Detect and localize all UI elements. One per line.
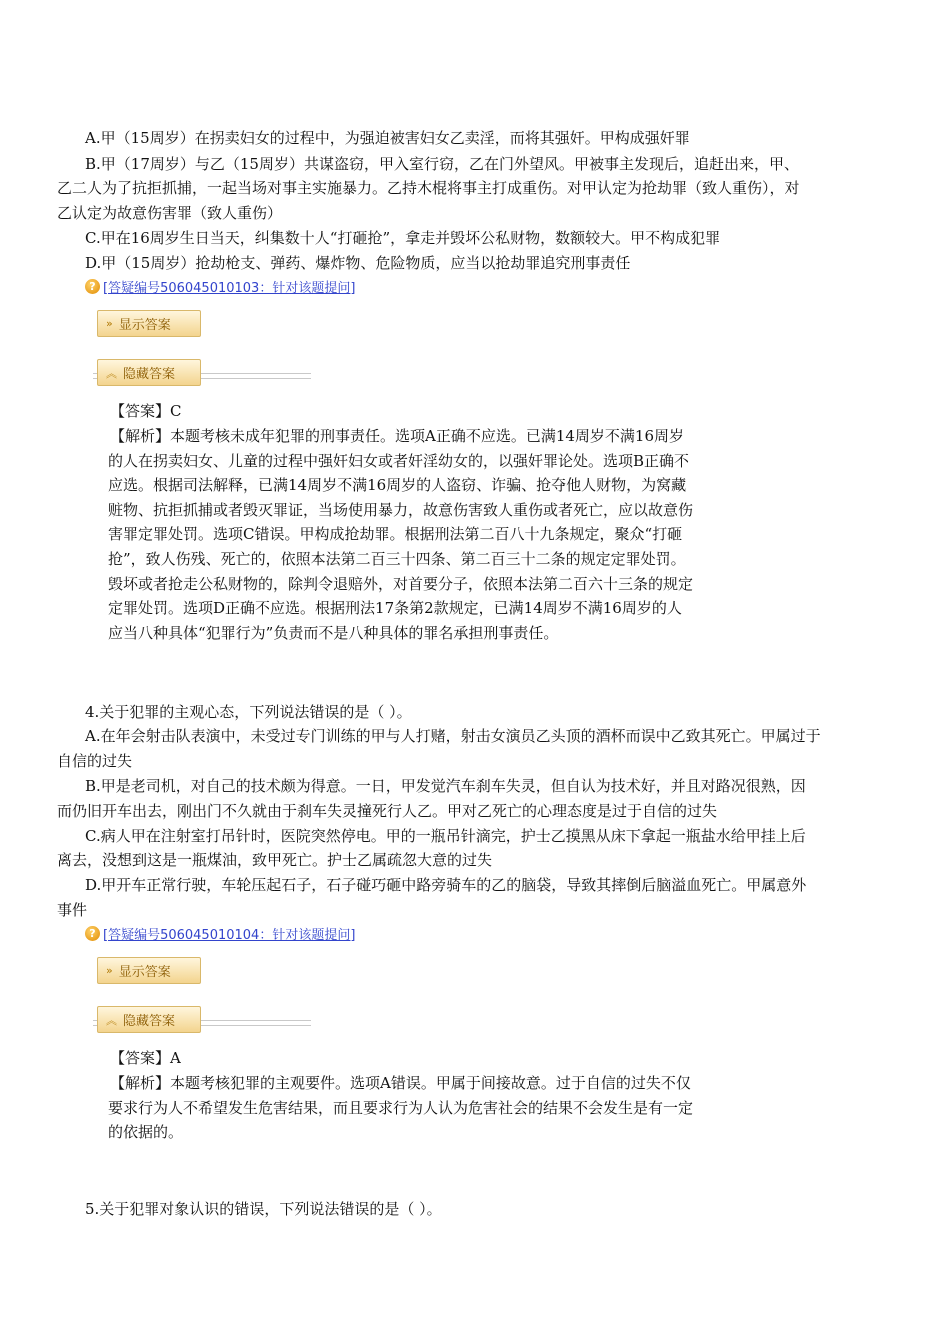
q4-option-b-cont: 而仍旧开车出去，刚出门不久就由于刹车失灵撞死行人乙。甲对乙死亡的心理态度是过于自信的过失	[57, 802, 718, 820]
q4-option-a: A.在年会射击队表演中，未受过专门训练的甲与人打赌，射击女演员乙头顶的酒杯而误中乙致其死亡。甲属过于	[85, 727, 821, 745]
double-chevron-right-icon: »	[106, 964, 113, 977]
q4-hide-answer-bar	[93, 1006, 311, 1034]
q4-answer: 【答案】A	[110, 1049, 181, 1067]
question-icon: ?	[85, 279, 100, 294]
q3-answer: 【答案】C	[110, 402, 182, 420]
show-answer-label: 显示答案	[118, 318, 171, 333]
q4-option-a-cont: 自信的过失	[57, 752, 133, 770]
q4-title: 4.关于犯罪的主观心态，下列说法错误的是（ ）。	[85, 703, 412, 721]
double-chevron-up-icon: ︽	[106, 366, 117, 380]
explanation-line: 毁坏或者抢走公私财物的，除判令退赔外，对首要分子，依照本法第二百六十三条的规定	[108, 574, 694, 593]
q4-option-d-cont: 事件	[57, 901, 88, 919]
explanation-line: 定罪处罚。选项D正确不应选。根据刑法17条第2款规定，已满14周岁不满16周岁的人	[108, 599, 682, 618]
q3-option-b: B.甲（17周岁）与乙（15周岁）共谋盗窃，甲入室行窃，乙在门外望风。甲被事主发现后，追赶出来，甲、	[85, 155, 799, 173]
q4-qa-row	[85, 923, 355, 943]
show-answer-label: 显示答案	[118, 965, 171, 980]
explanation-line: 害罪定罪处罚。选项C错误。甲构成抢劫罪。根据刑法第二百八十九条规定，聚众“打砸	[108, 525, 683, 544]
q3-hide-answer-button[interactable]	[97, 359, 201, 386]
double-chevron-right-icon: »	[106, 317, 113, 330]
q4-qa-link[interactable]: [答疑编号506045010104：针对该题提问]	[103, 927, 356, 943]
q4-option-d: D.甲开车正常行驶，车轮压起石子，石子碰巧砸中路旁骑车的乙的脑袋，导致其摔倒后脑溢血死亡。甲属意外	[85, 876, 807, 894]
q3-option-a: A.甲（15周岁）在拐卖妇女的过程中，为强迫被害妇女乙卖淫，而将其强奸。甲构成强奸罪	[85, 129, 690, 147]
q4-hide-answer-button[interactable]	[97, 1006, 201, 1033]
hide-answer-label: 隐藏答案	[123, 1014, 176, 1029]
hide-answer-label: 隐藏答案	[123, 367, 176, 382]
q4-option-b: B.甲是老司机，对自己的技术颇为得意。一日，甲发觉汽车刹车失灵，但自认为技术好，并且对路况很熟，因	[85, 777, 806, 795]
explanation-line: 【解析】本题考核未成年犯罪的刑事责任。选项A正确不应选。已满14周岁不满16周岁	[110, 427, 685, 445]
q3-qa-link[interactable]: [答疑编号506045010103：针对该题提问]	[103, 280, 356, 296]
explanation-line: 要求行为人不希望发生危害结果，而且要求行为人认为危害社会的结果不会发生是有一定	[108, 1098, 694, 1117]
q4-option-c-cont: 离去，没想到这是一瓶煤油，致甲死亡。护士乙属疏忽大意的过失	[57, 851, 493, 869]
explanation-line: 应选。根据司法解释，已满14周岁不满16周岁的人盗窃、诈骗、抢夺他人财物，为窝藏	[108, 476, 687, 495]
q4-show-answer-button[interactable]	[97, 957, 201, 984]
q4-option-c: C.病人甲在注射室打吊针时，医院突然停电。甲的一瓶吊针滴完，护士乙摸黑从床下拿起一瓶盐水给甲挂上后	[85, 827, 806, 845]
explanation-line: 【解析】本题考核犯罪的主观要件。选项A错误。甲属于间接故意。过于自信的过失不仅	[110, 1074, 691, 1092]
explanation-line: 赃物、抗拒抓捕或者毁灭罪证，当场使用暴力，故意伤害致人重伤或者死亡，应以故意伤	[108, 500, 694, 519]
question-icon: ?	[85, 926, 100, 941]
q5-title: 5.关于犯罪对象认识的错误，下列说法错误的是（ ）。	[85, 1200, 442, 1218]
q3-show-answer-button[interactable]	[97, 310, 201, 337]
explanation-line: 应当八种具体“犯罪行为”负责而不是八种具体的罪名承担刑事责任。	[108, 623, 559, 642]
explanation-line: 的依据的。	[108, 1123, 184, 1142]
q3-hide-answer-bar	[93, 359, 311, 387]
explanation-line: 的人在拐卖妇女、儿童的过程中强奸妇女或者奸淫幼女的，以强奸罪论处。选项B正确不	[108, 451, 690, 470]
q3-option-d: D.甲（15周岁）抢劫枪支、弹药、爆炸物、危险物质，应当以抢劫罪追究刑事责任	[85, 254, 631, 272]
double-chevron-up-icon: ︽	[106, 1013, 117, 1027]
q3-option-b-cont2: 乙认定为故意伤害罪（致人重伤）	[57, 204, 283, 222]
q3-qa-row	[85, 276, 355, 296]
explanation-line: 抢”，致人伤残、死亡的，依照本法第二百三十四条、第二百三十二条的规定定罪处罚。	[108, 550, 686, 568]
q3-option-b-cont: 乙二人为了抗拒抓捕，一起当场对事主实施暴力。乙持木棍将事主打成重伤。对甲认定为抢劫罪（致人重伤），对	[57, 179, 800, 197]
q3-option-c: C.甲在16周岁生日当天，纠集数十人“打砸抢”，拿走并毁坏公私财物，数额较大。甲不构成犯罪	[85, 229, 721, 247]
